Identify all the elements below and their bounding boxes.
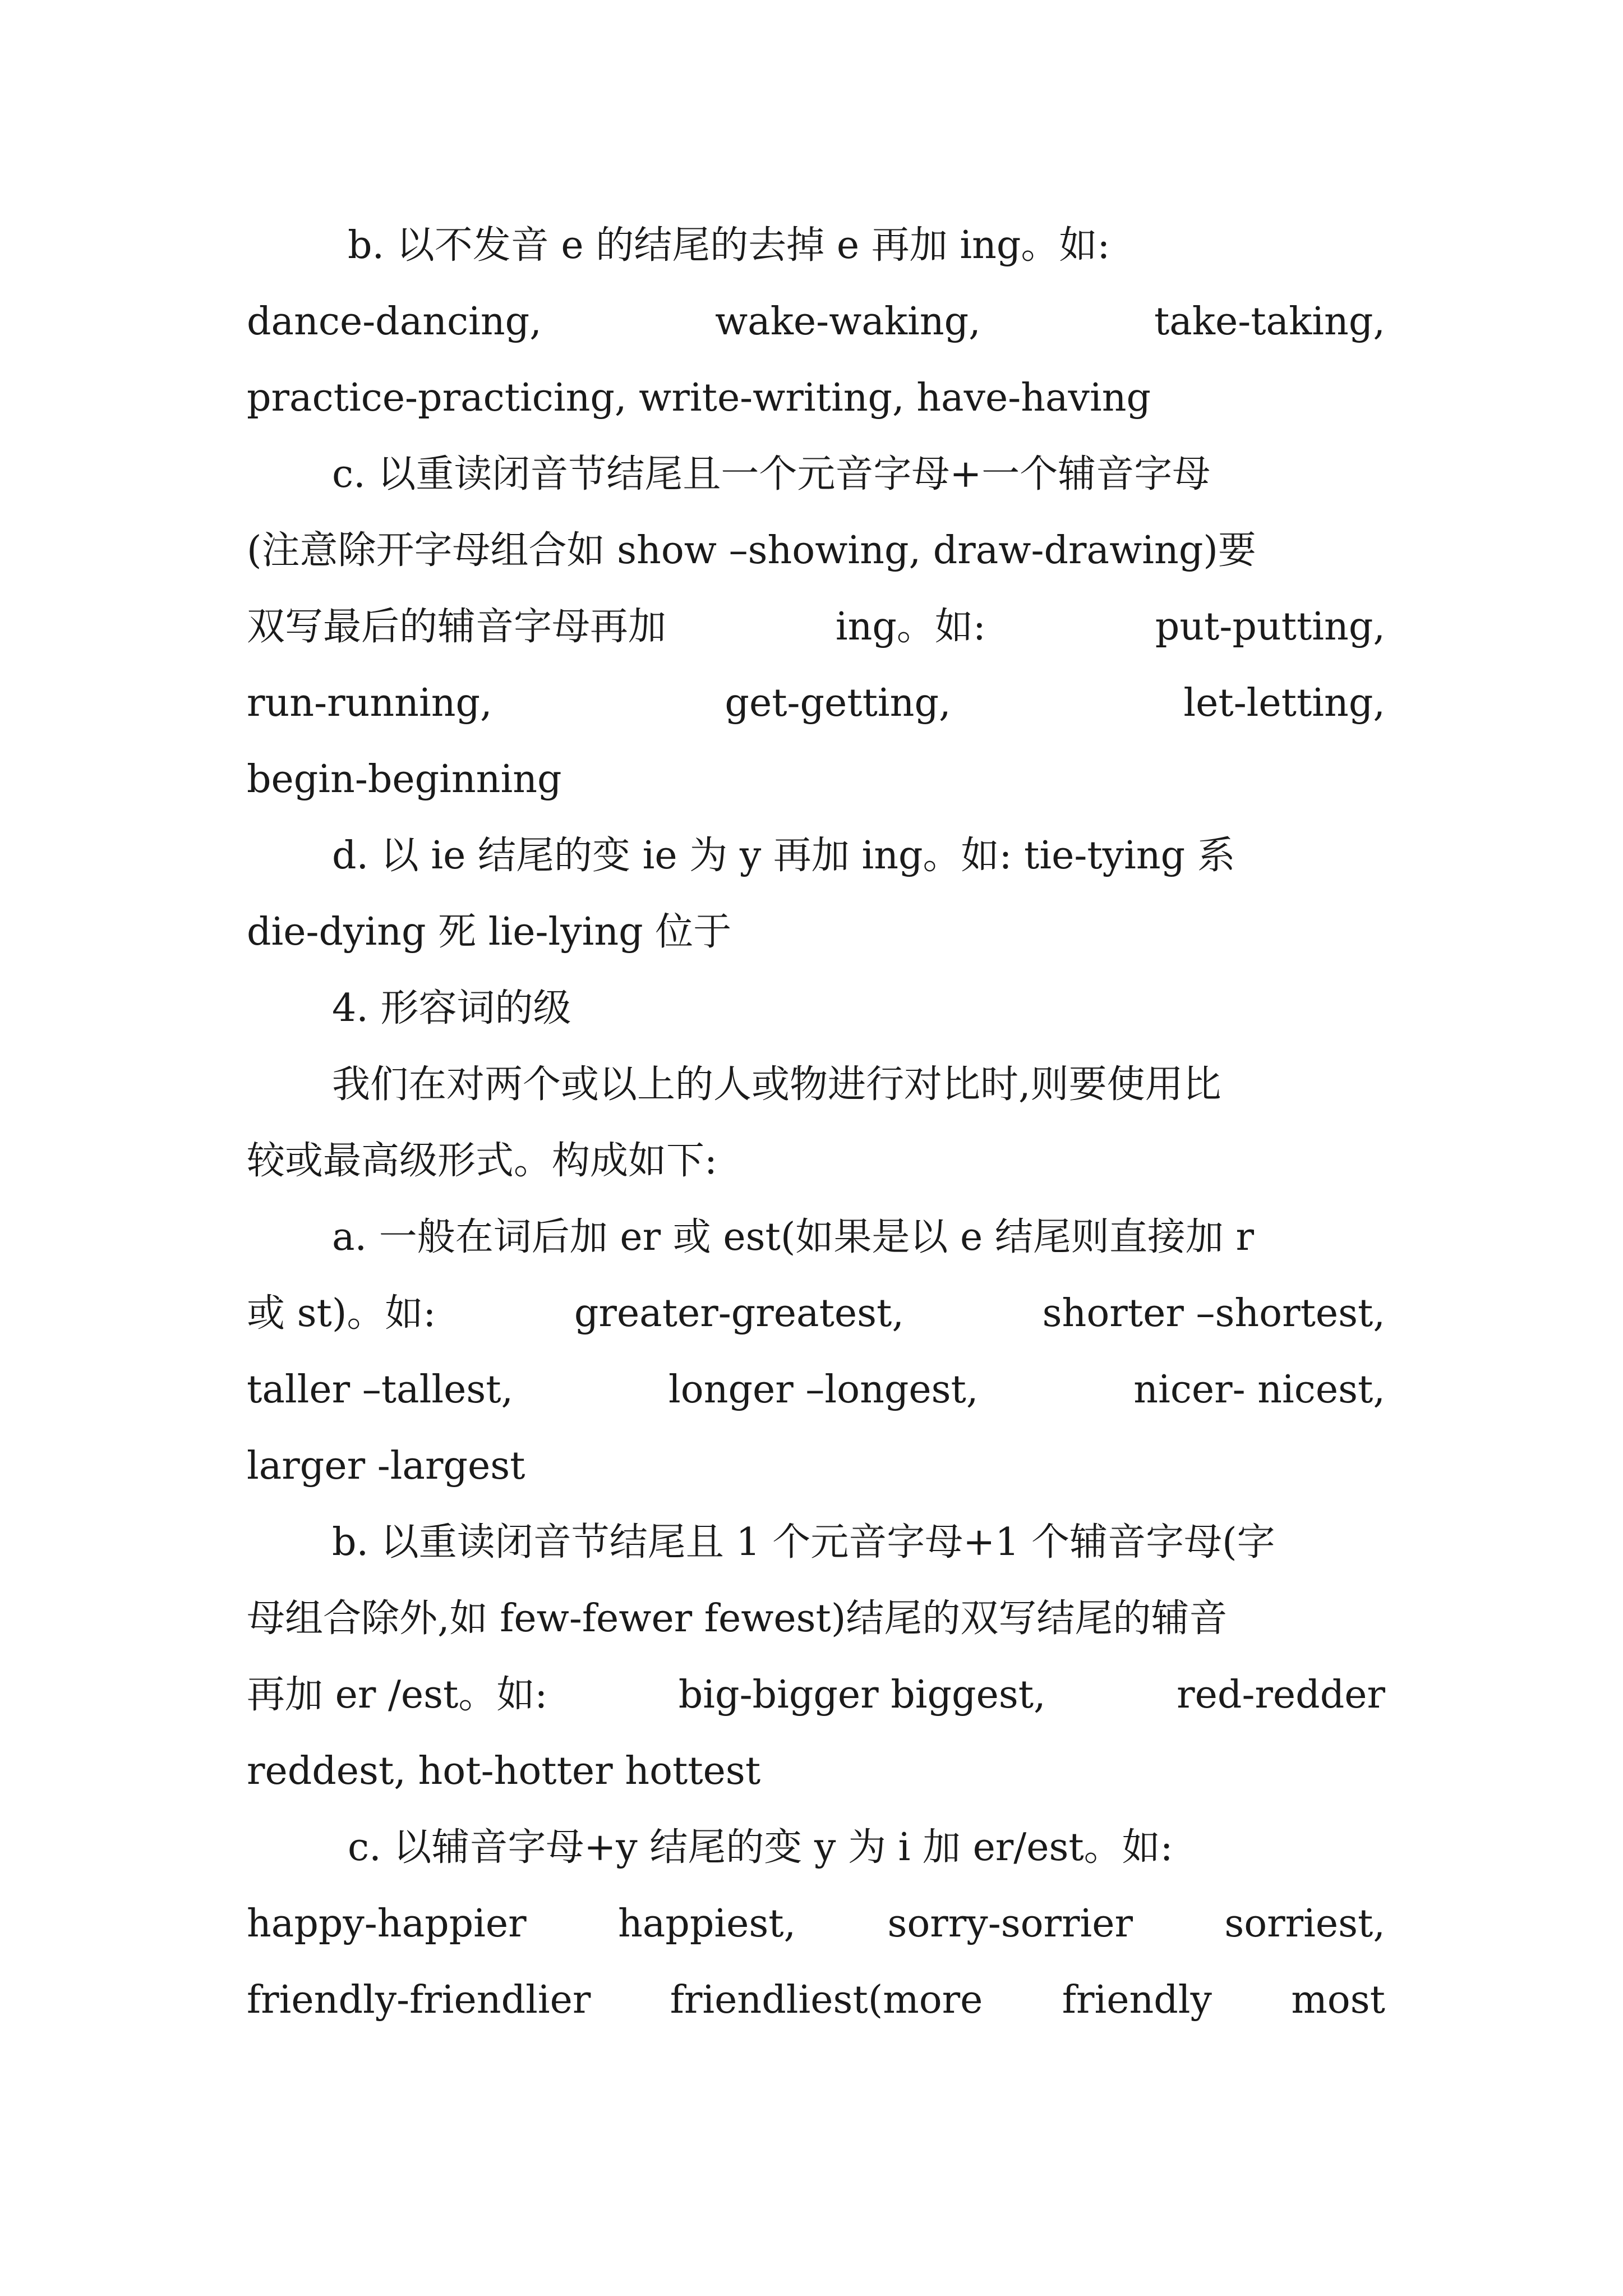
text-line: die-dying 死 lie-lying 位于 [247,910,732,954]
text-line: practice-practicing, write-writing, have-having [247,376,1151,420]
word: take-taking, [1154,300,1385,344]
text-line: (注意除开字母组合如 show –showing, draw-drawing)要 [247,528,1256,573]
word: ing。如: [835,605,986,649]
text-line [247,1972,1385,2028]
word: sorry-sorrier [887,1902,1133,1946]
word: put-putting, [1155,605,1385,649]
word: nicer- nicest, [1133,1368,1385,1412]
text-line [247,1362,1385,1418]
text-line: d. 以 ie 结尾的变 ie 为 y 再加 ing。如: tie-tying 系 [332,834,1235,878]
word: sorriest, [1224,1902,1385,1946]
word: dance-dancing, [247,300,542,344]
text-line [247,675,1385,731]
text-line: a. 一般在词后加 er 或 est(如果是以 e 结尾则直接加 r [332,1215,1254,1259]
text-line [247,599,1385,655]
text-line: b. 以不发音 e 的结尾的去掉 e 再加 ing。如: [348,223,1110,268]
word: big-bigger biggest, [678,1673,1046,1717]
word: greater-greatest, [574,1291,904,1336]
word: happiest, [617,1902,796,1946]
text-line: 较或最高级形式。构成如下: [247,1139,717,1183]
word: let-letting, [1183,681,1385,725]
word: friendliest(more [670,1978,983,2022]
word: most [1291,1978,1385,2022]
word: friendly [1062,1978,1212,2022]
text-line [247,1896,1385,1952]
word: 双写最后的辅音字母再加 [247,605,667,649]
word: longer –longest, [668,1368,979,1412]
text-line [247,1667,1385,1723]
word: red-redder [1177,1673,1385,1717]
word: wake-waking, [714,300,981,344]
text-line: 母组合除外,如 few-fewer fewest)结尾的双写结尾的辅音 [247,1596,1228,1641]
word: 再加 er /est。如: [247,1673,548,1717]
text-line: 我们在对两个或以上的人或物进行对比时,则要使用比 [332,1062,1221,1107]
text-line: c. 以辅音字母+y 结尾的变 y 为 i 加 er/est。如: [348,1825,1173,1870]
word: get-getting, [725,681,951,725]
text-line: reddest, hot-hotter hottest [247,1749,761,1793]
word: friendly-friendlier [247,1978,591,2022]
word: run-running, [247,681,492,725]
word: happy-happier [247,1902,527,1946]
text-line [247,294,1385,350]
text-line: b. 以重读闭音节结尾且 1 个元音字母+1 个辅音字母(字 [332,1520,1275,1565]
text-line: larger -largest [247,1444,525,1488]
word: shorter –shortest, [1042,1291,1385,1336]
text-line: begin-beginning [247,757,562,802]
text-line [247,1286,1385,1342]
section-heading: 4. 形容词的级 [332,986,571,1030]
word: taller –tallest, [247,1368,514,1412]
word: 或 st)。如: [247,1291,436,1336]
text-line: c. 以重读闭音节结尾且一个元音字母+一个辅音字母 [332,452,1211,496]
